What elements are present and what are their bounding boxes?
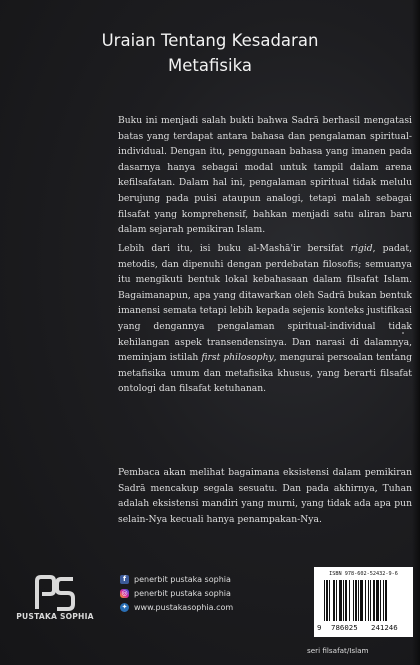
contact-website	[120, 600, 280, 614]
barcode-bar	[385, 580, 387, 621]
blurb-text: Pembaca akan melihat bagaimana eksistensi dalam pemikiran Sadrā mencakup segala sesuatu. Dan pada akhirnya, Tuhan adalah eksistensi mandiri yang murni, yang tidak ada apa pun selain-Nya kecuali hanya penampakan-Nya.	[118, 467, 412, 525]
instagram-icon: ◎	[121, 589, 128, 597]
book-title-line-2: Metafisika	[168, 56, 252, 75]
blurb-paragraph-2	[118, 241, 412, 397]
pustaka-sophia-logo-icon	[33, 575, 77, 611]
book-title-line-1: Uraian Tentang Kesadaran	[101, 31, 319, 50]
blurb-text: Buku ini menjadi salah bukti bahwa Sadrā berhasil mengatasi batas yang terdapat antara bahasa dan pengalaman spiritual-individual. Dengan itu, penggunaan bahasa yang imanen pada dasarnya hanya sebagai modal untuk tampil dalam arena kefilsafatan. Dalam hal ini, pengalaman spiritual tidak melulu berujung pada puisi ataupun analogi, tetapi malah sebagai filsafat yang komprehensif, bahkan menjadi satu aliran baru dalam sejarah pemikiran Islam.	[118, 115, 412, 236]
blurb-italic-term: rigid	[350, 243, 373, 254]
blurb-paragraph-3	[118, 465, 412, 527]
isbn-barcode	[314, 567, 413, 637]
barcode-bar	[365, 580, 366, 621]
blurb-paragraph-1	[118, 113, 412, 238]
book-title	[0, 28, 420, 78]
barcode-bar	[345, 580, 347, 621]
barcode-bar	[333, 580, 335, 621]
barcode-bar	[358, 580, 359, 621]
barcode-bar	[373, 580, 375, 621]
barcode-bar	[380, 580, 381, 621]
publisher-logo	[14, 575, 96, 630]
barcode-digits-right: 241246	[371, 623, 398, 632]
instagram-handle: penerbit pustaka sophia	[134, 588, 231, 598]
cover-edge-shadow	[412, 0, 420, 665]
barcode-bar	[336, 580, 337, 621]
globe-icon: ✦	[121, 603, 128, 611]
publisher-contacts	[120, 572, 280, 614]
isbn-number: ISBN 978-602-52432-9-6	[329, 571, 398, 577]
website-url: www.pustakasophia.com	[134, 602, 234, 612]
barcode-digits	[314, 623, 413, 633]
barcode-bar	[343, 580, 344, 621]
blurb-italic-term: first philosophy	[201, 352, 274, 364]
facebook-icon: f	[120, 575, 129, 584]
barcode-bar	[339, 580, 342, 621]
barcode-bar	[355, 580, 357, 621]
barcode-digit-lead: 9	[317, 623, 322, 632]
blurb-text	[118, 241, 412, 397]
barcode-bar	[360, 580, 363, 621]
barcode-bar	[353, 580, 354, 621]
barcode-bar	[349, 580, 350, 621]
barcode-bar	[368, 580, 369, 621]
publisher-logo-text: PUSTAKA SOPHIA	[16, 612, 94, 621]
barcode-bar	[329, 580, 330, 621]
blurb-text-segment: , mengurai persoalan tentang metafisika umum dan metafisika khusus, yang berarti filsafat ontologi dan filsafat ketuhanan.	[118, 352, 412, 395]
barcode-bar	[324, 580, 325, 621]
barcode-bar	[376, 580, 379, 621]
blurb-text-segment: Lebih dari itu, isi buku al-Mashā'ir bersifat	[118, 243, 351, 254]
contact-instagram	[120, 586, 280, 600]
barcode-bar	[326, 580, 328, 621]
series-label: seri filsafat/Islam	[307, 646, 369, 655]
barcode-bar	[383, 580, 384, 621]
blurb-text-segment: , padat, metodis, dan dipenuhi dengan perdebatan filosofis; semuanya itu mengikuti bentuk lokal kebahasaan dalam filsafat Islam. Bagaimanapun, apa yang ditawarkan oleh Sadrā bukan bentuk imanensi semata tetapi lebih kepada sejenis konteks justifikasi yang dengannya pengalaman spiritual-individual tidak kehilangan aspek transendensinya. Dan narasi di dalamnya, meminjam istilah	[118, 243, 412, 364]
contact-facebook	[120, 572, 280, 586]
barcode-digits-left: 786025	[331, 623, 358, 632]
barcode-bars	[324, 580, 408, 621]
barcode-bar	[370, 580, 371, 621]
facebook-handle: penerbit pustaka sophia	[134, 574, 231, 584]
